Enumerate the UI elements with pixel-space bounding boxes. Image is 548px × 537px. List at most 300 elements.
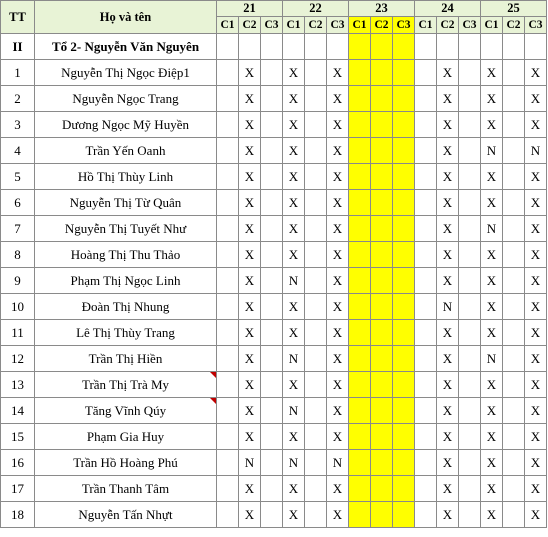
cell-mark[interactable] xyxy=(349,216,371,242)
cell-mark[interactable] xyxy=(437,34,459,60)
header-sub-cell[interactable]: C2 xyxy=(503,17,525,34)
cell-mark[interactable] xyxy=(261,320,283,346)
cell-mark[interactable] xyxy=(261,398,283,424)
cell-mark[interactable]: X xyxy=(481,320,503,346)
cell-mark[interactable] xyxy=(305,294,327,320)
cell-mark[interactable] xyxy=(393,190,415,216)
cell-mark[interactable] xyxy=(261,372,283,398)
cell-mark[interactable] xyxy=(371,138,393,164)
cell-mark[interactable] xyxy=(503,476,525,502)
cell-mark[interactable] xyxy=(393,346,415,372)
cell-mark[interactable] xyxy=(371,320,393,346)
cell-mark[interactable] xyxy=(261,476,283,502)
cell-mark[interactable]: X xyxy=(283,320,305,346)
cell-mark[interactable] xyxy=(459,398,481,424)
cell-mark[interactable]: X xyxy=(327,112,349,138)
cell-mark[interactable]: X xyxy=(481,86,503,112)
cell-mark[interactable] xyxy=(305,424,327,450)
cell-mark[interactable] xyxy=(349,372,371,398)
cell-mark[interactable]: X xyxy=(481,476,503,502)
cell-mark[interactable] xyxy=(415,502,437,528)
cell-mark[interactable]: X xyxy=(481,398,503,424)
cell-mark[interactable]: X xyxy=(239,164,261,190)
cell-mark[interactable]: X xyxy=(437,424,459,450)
cell-mark[interactable]: X xyxy=(327,424,349,450)
cell-mark[interactable] xyxy=(217,476,239,502)
cell-mark[interactable] xyxy=(459,164,481,190)
cell-mark[interactable] xyxy=(393,86,415,112)
header-sub-cell[interactable]: C3 xyxy=(525,17,547,34)
cell-mark[interactable] xyxy=(349,242,371,268)
cell-mark[interactable] xyxy=(371,424,393,450)
cell-mark[interactable] xyxy=(415,60,437,86)
cell-mark[interactable]: X xyxy=(525,268,547,294)
cell-mark[interactable] xyxy=(349,60,371,86)
cell-mark[interactable] xyxy=(217,190,239,216)
cell-mark[interactable] xyxy=(305,502,327,528)
cell-mark[interactable]: X xyxy=(525,476,547,502)
cell-mark[interactable]: X xyxy=(327,398,349,424)
cell-mark[interactable]: X xyxy=(525,242,547,268)
cell-mark[interactable] xyxy=(393,372,415,398)
cell-mark[interactable]: X xyxy=(437,476,459,502)
cell-mark[interactable]: X xyxy=(525,424,547,450)
cell-mark[interactable] xyxy=(371,294,393,320)
header-group[interactable]: 21 xyxy=(217,1,283,17)
cell-mark[interactable]: X xyxy=(525,502,547,528)
cell-mark[interactable] xyxy=(459,320,481,346)
cell-mark[interactable]: N xyxy=(239,450,261,476)
cell-mark[interactable]: X xyxy=(525,320,547,346)
cell-tt[interactable]: 6 xyxy=(1,190,35,216)
cell-mark[interactable]: N xyxy=(283,346,305,372)
cell-mark[interactable] xyxy=(503,398,525,424)
cell-mark[interactable] xyxy=(261,138,283,164)
cell-mark[interactable]: X xyxy=(327,294,349,320)
cell-mark[interactable]: X xyxy=(481,242,503,268)
cell-name[interactable] xyxy=(35,34,217,60)
header-tt[interactable]: TT xyxy=(1,1,35,34)
cell-mark[interactable] xyxy=(415,164,437,190)
header-sub-cell[interactable]: C1 xyxy=(349,17,371,34)
cell-mark[interactable]: X xyxy=(327,346,349,372)
cell-tt[interactable]: 2 xyxy=(1,86,35,112)
cell-mark[interactable] xyxy=(415,268,437,294)
cell-mark[interactable] xyxy=(305,450,327,476)
cell-mark[interactable] xyxy=(261,34,283,60)
cell-mark[interactable]: X xyxy=(327,372,349,398)
comment-indicator-icon[interactable] xyxy=(210,398,216,404)
cell-mark[interactable]: X xyxy=(437,372,459,398)
cell-mark[interactable]: X xyxy=(437,86,459,112)
cell-mark[interactable]: N xyxy=(327,450,349,476)
cell-tt[interactable]: 10 xyxy=(1,294,35,320)
cell-mark[interactable]: X xyxy=(239,294,261,320)
cell-mark[interactable]: X xyxy=(283,476,305,502)
cell-mark[interactable]: X xyxy=(437,320,459,346)
header-sub-cell[interactable]: C3 xyxy=(261,17,283,34)
cell-mark[interactable]: X xyxy=(481,502,503,528)
cell-mark[interactable] xyxy=(349,398,371,424)
cell-mark[interactable] xyxy=(305,216,327,242)
cell-mark[interactable] xyxy=(393,138,415,164)
cell-mark[interactable] xyxy=(371,190,393,216)
cell-mark[interactable] xyxy=(305,320,327,346)
cell-name[interactable] xyxy=(35,216,217,242)
cell-name[interactable] xyxy=(35,424,217,450)
cell-mark[interactable] xyxy=(459,476,481,502)
cell-mark[interactable] xyxy=(415,450,437,476)
cell-mark[interactable] xyxy=(459,502,481,528)
cell-mark[interactable]: X xyxy=(437,112,459,138)
cell-mark[interactable] xyxy=(217,346,239,372)
header-sub-cell[interactable]: C1 xyxy=(217,17,239,34)
cell-mark[interactable]: X xyxy=(481,60,503,86)
cell-mark[interactable]: X xyxy=(283,216,305,242)
cell-mark[interactable] xyxy=(371,346,393,372)
cell-mark[interactable] xyxy=(261,60,283,86)
cell-mark[interactable] xyxy=(349,112,371,138)
cell-tt[interactable]: 13 xyxy=(1,372,35,398)
cell-mark[interactable]: X xyxy=(525,112,547,138)
cell-mark[interactable]: X xyxy=(481,112,503,138)
cell-mark[interactable] xyxy=(503,424,525,450)
cell-tt[interactable]: 11 xyxy=(1,320,35,346)
cell-mark[interactable]: X xyxy=(239,320,261,346)
cell-tt[interactable]: II xyxy=(1,34,35,60)
cell-mark[interactable] xyxy=(371,450,393,476)
cell-mark[interactable]: X xyxy=(437,138,459,164)
cell-mark[interactable]: X xyxy=(437,346,459,372)
header-group[interactable]: 23 xyxy=(349,1,415,17)
cell-mark[interactable]: X xyxy=(239,502,261,528)
cell-mark[interactable]: X xyxy=(481,294,503,320)
cell-mark[interactable]: X xyxy=(525,164,547,190)
cell-mark[interactable]: X xyxy=(327,268,349,294)
cell-mark[interactable]: X xyxy=(525,346,547,372)
cell-mark[interactable]: X xyxy=(239,424,261,450)
cell-mark[interactable]: X xyxy=(437,216,459,242)
cell-mark[interactable]: X xyxy=(239,398,261,424)
cell-mark[interactable]: X xyxy=(283,242,305,268)
header-sub-cell[interactable]: C2 xyxy=(371,17,393,34)
cell-mark[interactable] xyxy=(393,502,415,528)
cell-mark[interactable] xyxy=(393,242,415,268)
cell-mark[interactable]: X xyxy=(283,502,305,528)
cell-mark[interactable] xyxy=(393,450,415,476)
cell-mark[interactable] xyxy=(503,450,525,476)
cell-mark[interactable] xyxy=(305,346,327,372)
cell-mark[interactable] xyxy=(371,164,393,190)
cell-mark[interactable]: X xyxy=(283,190,305,216)
cell-mark[interactable] xyxy=(305,476,327,502)
cell-mark[interactable] xyxy=(217,294,239,320)
cell-mark[interactable]: N xyxy=(283,398,305,424)
cell-mark[interactable] xyxy=(305,112,327,138)
cell-mark[interactable] xyxy=(415,138,437,164)
cell-mark[interactable] xyxy=(459,294,481,320)
cell-mark[interactable]: X xyxy=(327,86,349,112)
header-sub-cell[interactable]: C1 xyxy=(415,17,437,34)
cell-name[interactable] xyxy=(35,190,217,216)
cell-mark[interactable] xyxy=(503,502,525,528)
cell-mark[interactable]: X xyxy=(437,398,459,424)
cell-mark[interactable]: X xyxy=(437,268,459,294)
header-sub-cell[interactable]: C2 xyxy=(239,17,261,34)
cell-mark[interactable] xyxy=(503,294,525,320)
cell-mark[interactable] xyxy=(415,34,437,60)
cell-mark[interactable] xyxy=(261,242,283,268)
cell-mark[interactable]: X xyxy=(481,268,503,294)
cell-mark[interactable] xyxy=(503,86,525,112)
cell-mark[interactable]: X xyxy=(283,294,305,320)
cell-mark[interactable] xyxy=(349,502,371,528)
cell-mark[interactable] xyxy=(217,242,239,268)
cell-mark[interactable] xyxy=(261,164,283,190)
cell-mark[interactable] xyxy=(217,398,239,424)
cell-mark[interactable] xyxy=(525,34,547,60)
cell-mark[interactable]: X xyxy=(525,450,547,476)
header-sub-cell[interactable]: C3 xyxy=(327,17,349,34)
cell-mark[interactable] xyxy=(503,216,525,242)
cell-mark[interactable] xyxy=(217,424,239,450)
cell-tt[interactable]: 8 xyxy=(1,242,35,268)
cell-mark[interactable] xyxy=(217,216,239,242)
cell-name[interactable] xyxy=(35,268,217,294)
cell-mark[interactable] xyxy=(415,320,437,346)
cell-mark[interactable] xyxy=(503,268,525,294)
cell-name[interactable] xyxy=(35,294,217,320)
cell-mark[interactable] xyxy=(305,190,327,216)
cell-mark[interactable]: X xyxy=(283,112,305,138)
cell-mark[interactable]: X xyxy=(525,372,547,398)
cell-mark[interactable]: X xyxy=(327,320,349,346)
cell-mark[interactable]: X xyxy=(239,346,261,372)
cell-mark[interactable]: X xyxy=(327,502,349,528)
cell-mark[interactable] xyxy=(415,112,437,138)
cell-mark[interactable] xyxy=(393,398,415,424)
cell-mark[interactable] xyxy=(217,372,239,398)
cell-mark[interactable] xyxy=(393,112,415,138)
cell-tt[interactable]: 16 xyxy=(1,450,35,476)
cell-mark[interactable] xyxy=(305,34,327,60)
cell-mark[interactable] xyxy=(459,242,481,268)
cell-mark[interactable] xyxy=(217,502,239,528)
cell-mark[interactable] xyxy=(393,216,415,242)
cell-mark[interactable] xyxy=(459,190,481,216)
cell-mark[interactable]: X xyxy=(525,216,547,242)
cell-mark[interactable]: X xyxy=(327,60,349,86)
cell-mark[interactable]: X xyxy=(525,294,547,320)
cell-name[interactable] xyxy=(35,372,217,398)
cell-mark[interactable]: X xyxy=(239,60,261,86)
cell-mark[interactable] xyxy=(459,34,481,60)
cell-mark[interactable]: N xyxy=(481,138,503,164)
cell-mark[interactable] xyxy=(217,34,239,60)
cell-tt[interactable]: 4 xyxy=(1,138,35,164)
cell-name[interactable] xyxy=(35,398,217,424)
cell-mark[interactable] xyxy=(349,86,371,112)
header-group[interactable]: 24 xyxy=(415,1,481,17)
cell-mark[interactable] xyxy=(217,164,239,190)
cell-mark[interactable]: N xyxy=(481,346,503,372)
cell-tt[interactable]: 3 xyxy=(1,112,35,138)
cell-mark[interactable] xyxy=(349,294,371,320)
cell-mark[interactable]: X xyxy=(283,86,305,112)
cell-mark[interactable]: X xyxy=(525,60,547,86)
cell-name[interactable] xyxy=(35,502,217,528)
cell-mark[interactable] xyxy=(393,294,415,320)
cell-mark[interactable] xyxy=(217,320,239,346)
cell-tt[interactable]: 7 xyxy=(1,216,35,242)
header-group[interactable]: 25 xyxy=(481,1,547,17)
cell-mark[interactable] xyxy=(415,476,437,502)
cell-mark[interactable] xyxy=(459,268,481,294)
header-sub-cell[interactable]: C1 xyxy=(283,17,305,34)
cell-name[interactable] xyxy=(35,346,217,372)
cell-mark[interactable]: X xyxy=(327,190,349,216)
header-sub-cell[interactable]: C2 xyxy=(437,17,459,34)
cell-mark[interactable] xyxy=(415,346,437,372)
header-name[interactable]: Họ và tên xyxy=(35,1,217,34)
cell-mark[interactable] xyxy=(239,34,261,60)
cell-mark[interactable]: N xyxy=(525,138,547,164)
cell-mark[interactable] xyxy=(503,60,525,86)
cell-mark[interactable] xyxy=(503,346,525,372)
cell-mark[interactable]: X xyxy=(327,164,349,190)
cell-mark[interactable] xyxy=(349,34,371,60)
cell-mark[interactable] xyxy=(459,346,481,372)
cell-mark[interactable] xyxy=(393,424,415,450)
cell-mark[interactable] xyxy=(371,216,393,242)
cell-mark[interactable] xyxy=(415,398,437,424)
cell-mark[interactable]: X xyxy=(481,164,503,190)
cell-tt[interactable]: 9 xyxy=(1,268,35,294)
comment-indicator-icon[interactable] xyxy=(210,372,216,378)
cell-mark[interactable]: X xyxy=(437,60,459,86)
cell-mark[interactable] xyxy=(327,34,349,60)
cell-mark[interactable] xyxy=(481,34,503,60)
cell-mark[interactable] xyxy=(415,242,437,268)
cell-mark[interactable] xyxy=(349,138,371,164)
cell-mark[interactable] xyxy=(261,112,283,138)
cell-mark[interactable] xyxy=(217,86,239,112)
cell-mark[interactable] xyxy=(349,346,371,372)
cell-mark[interactable]: X xyxy=(481,190,503,216)
cell-mark[interactable] xyxy=(415,372,437,398)
cell-mark[interactable] xyxy=(305,86,327,112)
cell-mark[interactable] xyxy=(349,450,371,476)
cell-mark[interactable] xyxy=(393,164,415,190)
cell-mark[interactable] xyxy=(261,450,283,476)
cell-mark[interactable] xyxy=(503,190,525,216)
cell-mark[interactable] xyxy=(305,372,327,398)
cell-mark[interactable]: X xyxy=(481,424,503,450)
cell-mark[interactable]: X xyxy=(327,216,349,242)
cell-name[interactable] xyxy=(35,320,217,346)
cell-mark[interactable] xyxy=(349,476,371,502)
cell-mark[interactable] xyxy=(459,112,481,138)
cell-mark[interactable] xyxy=(305,268,327,294)
cell-mark[interactable]: X xyxy=(481,450,503,476)
cell-mark[interactable] xyxy=(459,60,481,86)
cell-mark[interactable] xyxy=(217,268,239,294)
cell-mark[interactable]: X xyxy=(283,60,305,86)
cell-mark[interactable] xyxy=(503,320,525,346)
cell-mark[interactable] xyxy=(371,502,393,528)
cell-mark[interactable]: X xyxy=(283,164,305,190)
cell-mark[interactable] xyxy=(415,424,437,450)
header-sub-cell[interactable]: C2 xyxy=(305,17,327,34)
cell-mark[interactable] xyxy=(217,112,239,138)
cell-mark[interactable] xyxy=(371,476,393,502)
cell-mark[interactable] xyxy=(459,86,481,112)
cell-mark[interactable] xyxy=(393,320,415,346)
cell-name[interactable] xyxy=(35,476,217,502)
cell-tt[interactable]: 1 xyxy=(1,60,35,86)
cell-mark[interactable]: X xyxy=(437,164,459,190)
cell-mark[interactable] xyxy=(371,268,393,294)
cell-mark[interactable] xyxy=(217,60,239,86)
cell-mark[interactable] xyxy=(415,86,437,112)
cell-mark[interactable] xyxy=(261,86,283,112)
cell-name[interactable] xyxy=(35,450,217,476)
cell-mark[interactable]: X xyxy=(239,190,261,216)
cell-mark[interactable] xyxy=(217,450,239,476)
cell-mark[interactable] xyxy=(459,216,481,242)
cell-mark[interactable]: N xyxy=(283,450,305,476)
cell-mark[interactable] xyxy=(349,268,371,294)
cell-name[interactable] xyxy=(35,86,217,112)
header-sub-cell[interactable]: C3 xyxy=(459,17,481,34)
cell-mark[interactable] xyxy=(393,268,415,294)
cell-mark[interactable] xyxy=(371,372,393,398)
cell-mark[interactable] xyxy=(349,424,371,450)
cell-mark[interactable]: X xyxy=(327,476,349,502)
cell-mark[interactable]: N xyxy=(437,294,459,320)
cell-mark[interactable] xyxy=(459,424,481,450)
cell-mark[interactable] xyxy=(349,320,371,346)
cell-mark[interactable] xyxy=(459,372,481,398)
cell-mark[interactable] xyxy=(503,164,525,190)
cell-mark[interactable]: X xyxy=(525,86,547,112)
cell-mark[interactable] xyxy=(371,242,393,268)
cell-mark[interactable] xyxy=(305,60,327,86)
cell-mark[interactable] xyxy=(305,164,327,190)
cell-mark[interactable] xyxy=(283,34,305,60)
cell-mark[interactable] xyxy=(503,138,525,164)
cell-mark[interactable] xyxy=(305,242,327,268)
cell-mark[interactable] xyxy=(261,294,283,320)
cell-name[interactable] xyxy=(35,138,217,164)
cell-mark[interactable] xyxy=(261,502,283,528)
header-group[interactable]: 22 xyxy=(283,1,349,17)
cell-mark[interactable] xyxy=(415,216,437,242)
cell-mark[interactable] xyxy=(371,112,393,138)
cell-mark[interactable] xyxy=(503,34,525,60)
cell-mark[interactable] xyxy=(415,190,437,216)
cell-mark[interactable]: X xyxy=(283,424,305,450)
cell-mark[interactable] xyxy=(261,424,283,450)
cell-mark[interactable] xyxy=(305,398,327,424)
header-sub-cell[interactable]: C3 xyxy=(393,17,415,34)
header-sub-cell[interactable]: C1 xyxy=(481,17,503,34)
cell-mark[interactable]: X xyxy=(283,372,305,398)
cell-mark[interactable]: X xyxy=(525,190,547,216)
cell-mark[interactable] xyxy=(503,242,525,268)
cell-tt[interactable]: 15 xyxy=(1,424,35,450)
cell-mark[interactable] xyxy=(371,34,393,60)
